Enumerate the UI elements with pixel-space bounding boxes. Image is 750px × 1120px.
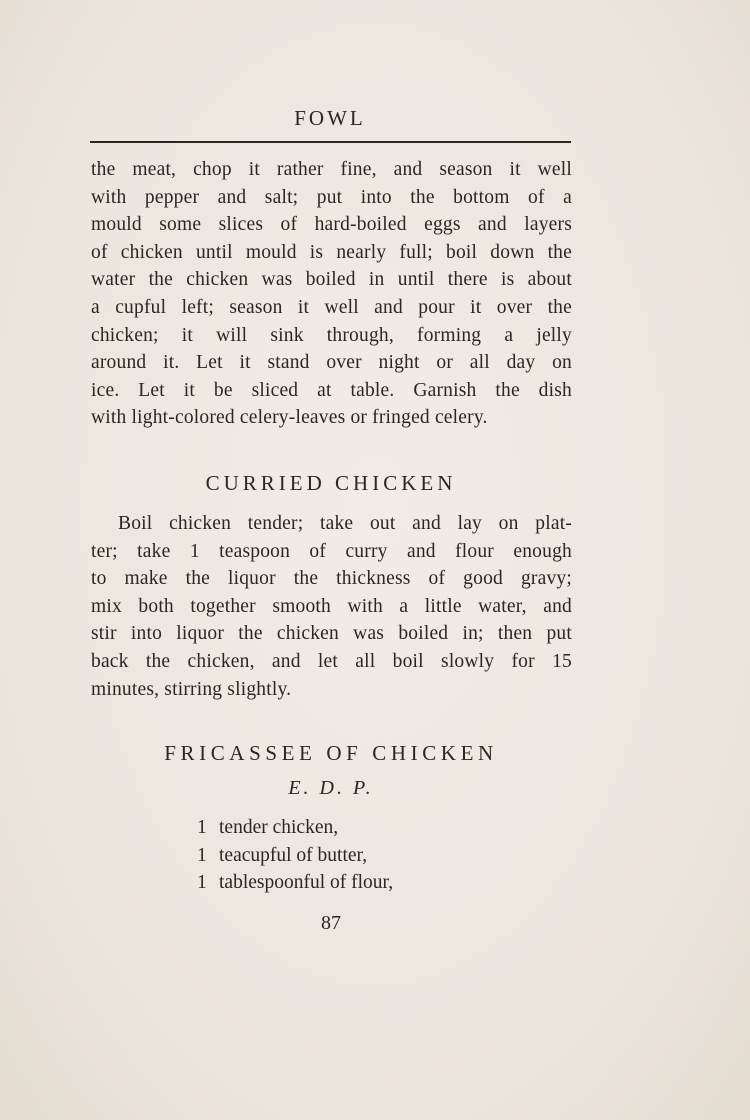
ingredient-name: tablespoonful of flour, (219, 872, 394, 894)
ingredient-item (197, 842, 393, 870)
ingredient-item (197, 869, 393, 897)
text-line: ice. Let it be sliced at table. Garnish the dish (91, 379, 572, 401)
text-line: a cupful left; season it well and pour it over the (91, 296, 572, 318)
text-line: of chicken until mould is nearly full; boil down the (91, 241, 572, 263)
curried-chicken-paragraph (91, 510, 572, 703)
text-line: ter; take 1 teaspoon of curry and flour enough (91, 540, 572, 562)
text-line: to make the liquor the thickness of good gravy; (91, 568, 572, 590)
ingredient-list (197, 814, 393, 897)
text-line: around it. Let it stand over night or all day on (91, 352, 572, 374)
text-line: water the chicken was boiled in until there is about (91, 269, 572, 291)
ingredient-quantity: 1 (197, 872, 207, 894)
intro-paragraph (91, 156, 572, 432)
ingredient-name: teacupful of butter, (219, 844, 368, 866)
text-line: mould some slices of hard-boiled eggs and layers (91, 214, 572, 236)
text-line: mix both together smooth with a little water, and (91, 595, 572, 617)
ingredient-quantity: 1 (197, 844, 207, 866)
header-rule (90, 141, 571, 143)
text-line: with pepper and salt; put into the bottom of a (91, 186, 572, 208)
ingredient-item (197, 814, 393, 842)
running-head: FOWL (294, 106, 366, 130)
text-line: chicken; it will sink through, forming a jelly (91, 324, 572, 346)
section-title-curried-chicken: CURRIED CHICKEN (205, 471, 457, 495)
page-number: 87 (321, 912, 341, 934)
text-line: with light-colored celery-leaves or fringed celery. (91, 407, 488, 429)
text-line: back the chicken, and let all boil slowly for 15 (91, 650, 572, 672)
text-line: the meat, chop it rather fine, and season it well (91, 159, 572, 180)
ingredient-quantity: 1 (197, 817, 207, 838)
recipe-attribution: E. D. P. (288, 777, 374, 799)
text-line: Boil chicken tender; take out and lay on plat- (118, 513, 572, 534)
text-line: stir into liquor the chicken was boiled in; then put (91, 623, 572, 645)
text-line: minutes, stirring slightly. (91, 678, 292, 700)
ingredient-name: tender chicken, (219, 817, 339, 838)
section-title-fricassee-of-chicken: FRICASSEE OF CHICKEN (164, 741, 498, 765)
